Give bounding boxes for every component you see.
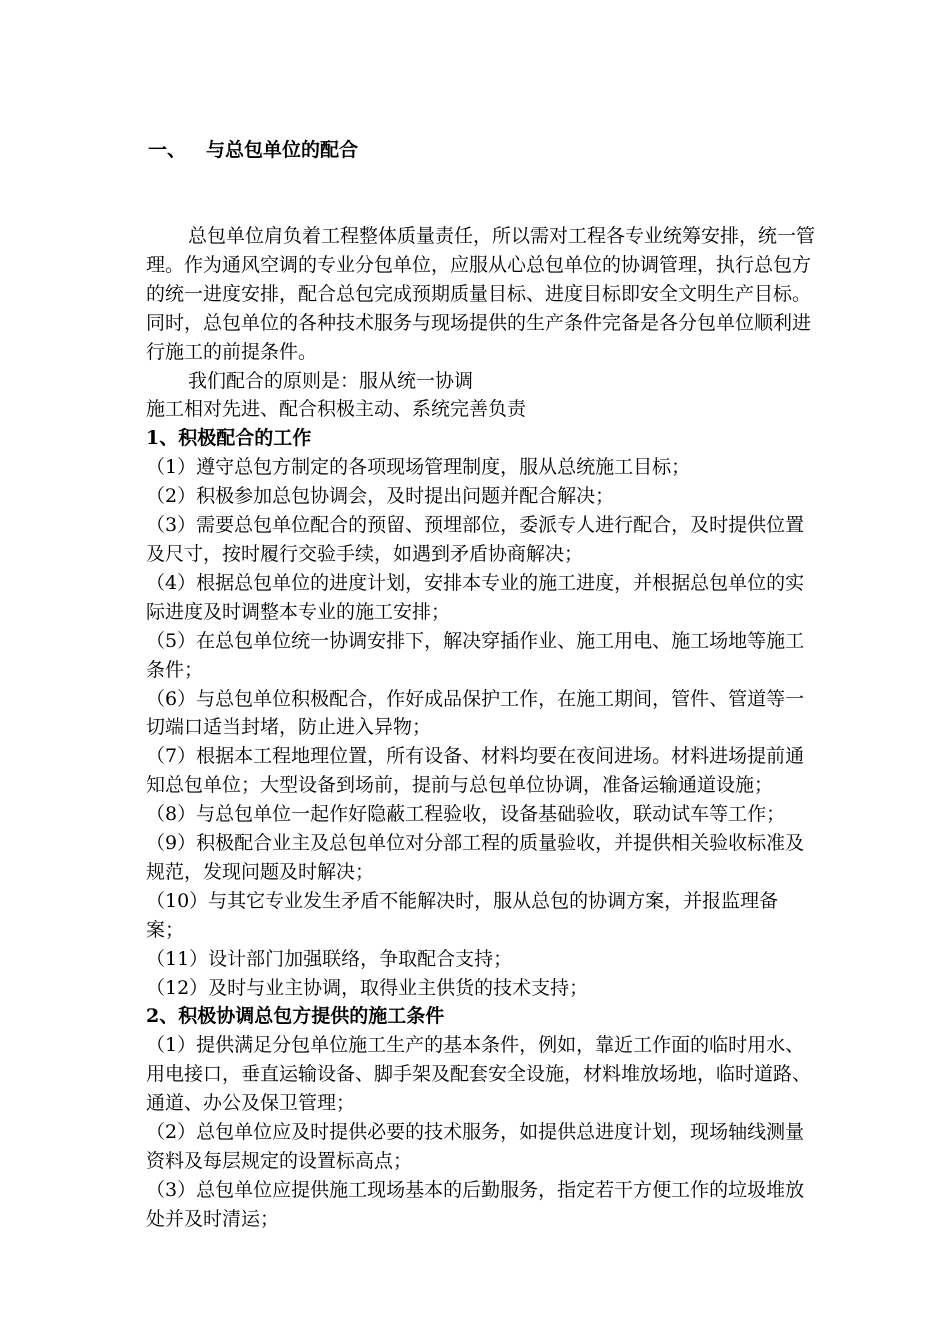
principle-line-1: 我们配合的原则是：服从统一协调 — [188, 369, 474, 392]
list-item: （7）根据本工程地理位置，所有设备、材料均要在夜间进场。材料进场提前通知总包单位；大型设备到场前，提前与总包单位协调，准备运输通道设施； — [146, 745, 805, 797]
list-item: （6）与总包单位积极配合，作好成品保护工作，在施工期间，管件、管道等一切端口适当封堵，防止进入异物； — [146, 687, 805, 739]
list-item: （8）与总包单位一起作好隐蔽工程验收，设备基础验收，联动试车等工作； — [146, 803, 786, 826]
list-item: （12）及时与业主协调，取得业主供货的技术支持； — [146, 976, 589, 999]
list-item: （1）提供满足分包单位施工生产的基本条件，例如，靠近工作面的临时用水、用电接口，垂直运输设备、脚手架及配套安全设施，材料堆放场地，临时道路、通道、办公及保卫管理； — [146, 1034, 812, 1115]
document-body — [146, 222, 816, 1234]
list-item: （3）总包单位应提供施工现场基本的后勤服务，指定若干方便工作的垃圾堆放处并及时清运； — [146, 1178, 805, 1230]
list-item: （5）在总包单位统一协调安排下，解决穿插作业、施工用电、施工场地等施工条件； — [146, 629, 805, 681]
part1-heading: 1、积极配合的工作 — [146, 427, 312, 450]
list-item: （3）需要总包单位配合的预留、预埋部位，委派专人进行配合，及时提供位置及尺寸，按时履行交验手续，如遇到矛盾协商解决； — [146, 514, 805, 565]
list-item: （11）设计部门加强联络，争取配合支持； — [146, 947, 513, 970]
list-item: （1）遵守总包方制定的各项现场管理制度，服从总统施工目标； — [146, 456, 691, 479]
list-item: （2）总包单位应及时提供必要的技术服务，如提供总进度计划，现场轴线测量资料及每层规定的设置标高点； — [146, 1121, 805, 1172]
section-number: 一、 — [148, 139, 187, 161]
intro-paragraph: 总包单位肩负着工程整体质量责任，所以需对工程各专业统筹安排，统一管理。作为通风空调的专业分包单位，应服从心总包单位的协调管理，执行总包方的统一进度安排，配合总包完成预期质量目标、进度目标即安全文明生产目标。同时，总包单位的各种技术服务与现场提供的生产条件完备是各分包单位顺利进行施工的前提条件。 — [146, 225, 816, 363]
part2-heading: 2、积极协调总包方提供的施工条件 — [146, 1005, 445, 1028]
section-title-text: 与总包单位的配合 — [206, 139, 359, 161]
list-item: （10）与其它专业发生矛盾不能解决时，服从总包的协调方案，并报监理备案； — [146, 889, 779, 941]
list-item: （9）积极配合业主及总包单位对分部工程的质量验收，并提供相关验收标准及规范，发现问题及时解决； — [146, 832, 805, 883]
list-item: （4）根据总包单位的进度计划，安排本专业的施工进度，并根据总包单位的实际进度及时调整本专业的施工安排； — [146, 571, 805, 623]
principle-line-2: 施工相对先进、配合积极主动、系统完善负责 — [146, 398, 527, 421]
list-item: （2）积极参加总包协调会，及时提出问题并配合解决； — [146, 485, 615, 508]
section-title — [148, 136, 358, 164]
